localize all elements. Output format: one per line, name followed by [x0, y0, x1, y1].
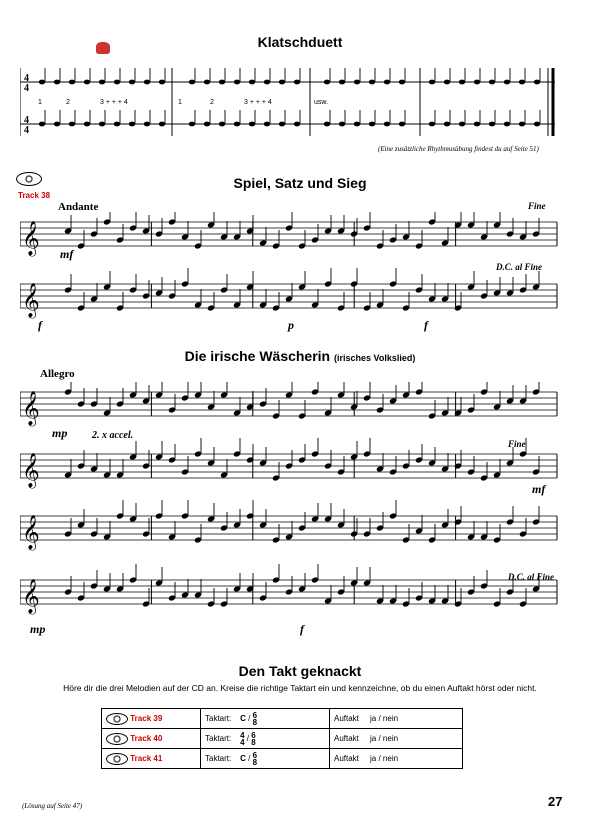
svg-text:4: 4: [24, 73, 29, 84]
six-eight-option[interactable]: [251, 732, 255, 746]
auftakt-cell: [330, 709, 463, 729]
taktart-cell: Taktart: 4 4 / 6 8: [201, 729, 330, 749]
cd-icon: [106, 733, 128, 745]
track-39: Track 39: [130, 713, 163, 723]
section-title-irische-waescherin: [0, 348, 600, 364]
count-1: 1: [38, 99, 42, 106]
tempo-allegro: Allegro: [40, 368, 75, 380]
six-eight-option[interactable]: [253, 712, 257, 726]
fine-marking: Fine: [528, 201, 546, 211]
svg-text:𝄞: 𝄞: [22, 580, 40, 613]
frac-top: 6: [252, 710, 258, 720]
frac-bot: 8: [251, 737, 256, 747]
common-time-option[interactable]: C: [240, 713, 246, 723]
track-cell: [102, 709, 201, 729]
taktart-label: Taktart:: [205, 713, 232, 723]
auftakt-label: Auftakt: [334, 734, 359, 743]
accel-marking: 2. x accel.: [92, 430, 134, 441]
staff-irische-waescherin: [20, 382, 565, 622]
frac-bot: 8: [252, 757, 258, 767]
svg-text:𝄞: 𝄞: [22, 222, 40, 255]
six-eight-option[interactable]: [253, 752, 257, 766]
dc-al-fine-marking: D.C. al Fine: [496, 262, 543, 272]
frac-top: 4: [240, 730, 245, 740]
table-row: [102, 709, 463, 729]
taktart-table: [101, 708, 463, 769]
taktart-label: Taktart:: [205, 753, 232, 763]
footnote-rhythm: (Eine zusätzliche Rhythmusübung findest du auf Seite 51): [378, 145, 539, 153]
svg-text:𝄞: 𝄞: [22, 392, 40, 425]
dynamic-mf-2: mf: [532, 482, 546, 496]
auftakt-label: Auftakt: [334, 714, 359, 723]
dynamic-p: p: [288, 318, 294, 332]
svg-text:𝄞: 𝄞: [22, 454, 40, 487]
taktart-label: Taktart:: [205, 733, 232, 743]
common-time-option[interactable]: C: [240, 753, 246, 763]
section-title-takt-geknackt: Den Takt geknackt: [238, 663, 362, 679]
svg-text:𝄞: 𝄞: [22, 284, 40, 317]
table-row: [102, 729, 463, 749]
auftakt-label: Auftakt: [334, 754, 359, 763]
solution-note: (Lösung auf Seite 47): [22, 802, 83, 810]
track-41: Track 41: [130, 753, 163, 763]
four-four-option[interactable]: [240, 732, 244, 746]
instructions-text: Höre dir die drei Melodien auf der CD an. Kreise die richtige Taktart ein und kennzeichne, ob du einen Auftakt hörst oder nicht.: [63, 683, 537, 693]
count-5: 2: [210, 99, 214, 106]
staff-spiel-satz-sieg: [20, 212, 565, 322]
auftakt-cell: [330, 729, 463, 749]
title-sub: (irisches Volkslied): [334, 353, 416, 363]
frac-top: 6: [251, 730, 256, 740]
page-number: 27: [548, 794, 563, 809]
track-cell: [102, 729, 201, 749]
frac-bot: 4: [240, 737, 245, 747]
count-3: 3 + + + 4: [100, 99, 128, 106]
taktart-cell: Taktart: C / 6 8: [201, 709, 330, 729]
svg-text:4: 4: [24, 83, 29, 94]
track-label: Track 38: [18, 191, 51, 200]
dynamic-f-3: f: [300, 622, 304, 636]
auftakt-cell: [330, 749, 463, 769]
dynamic-mp: mp: [52, 426, 68, 440]
track-cell: [102, 749, 201, 769]
svg-text:4: 4: [24, 125, 29, 136]
frac-top: 6: [252, 750, 258, 760]
tempo-andante: Andante: [58, 201, 99, 213]
auftakt-choice[interactable]: ja / nein: [370, 754, 399, 763]
cd-icon: [106, 753, 128, 765]
auftakt-choice[interactable]: ja / nein: [370, 714, 399, 723]
track-40: Track 40: [130, 733, 163, 743]
dynamic-mf: mf: [60, 247, 74, 261]
title-main: Die irische Wäscherin: [184, 348, 331, 364]
dc-al-fine-marking-2: D.C. al Fine: [508, 572, 555, 582]
dynamic-f2: f: [424, 318, 428, 332]
section-title-klatschduett: Klatschduett: [257, 34, 343, 50]
clap-hands-icon: [96, 42, 110, 54]
taktart-cell: Taktart: C / 6 8: [201, 749, 330, 769]
table-row: [102, 749, 463, 769]
count-6: 3 + + + 4: [244, 99, 272, 106]
dynamic-mp-2: mp: [30, 622, 46, 636]
count-4: 1: [178, 99, 182, 106]
fine-marking-2: Fine: [508, 439, 526, 449]
count-2: 2: [66, 99, 70, 106]
auftakt-choice[interactable]: ja / nein: [370, 734, 399, 743]
section-title-spiel-satz-sieg: Spiel, Satz und Sieg: [233, 175, 367, 191]
dynamic-f: f: [38, 318, 42, 332]
frac-bot: 8: [252, 717, 258, 727]
svg-text:4: 4: [24, 115, 29, 126]
svg-text:𝄞: 𝄞: [22, 516, 40, 549]
count-7: usw.: [314, 99, 329, 106]
cd-icon: [106, 713, 128, 725]
